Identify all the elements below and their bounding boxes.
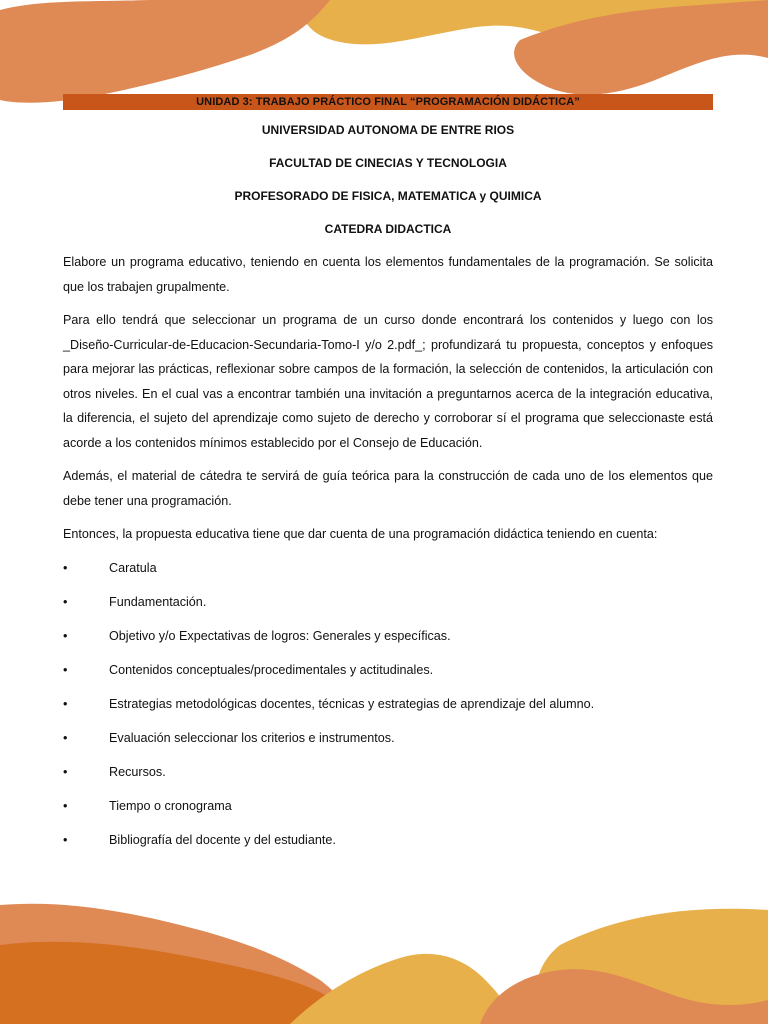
bullet-icon: • [63, 628, 68, 643]
paragraph-list-intro: Entonces, la propuesta educativa tiene que dar cuenta de una programación didáctica teniendo en cuenta: [63, 527, 658, 541]
requirements-list [63, 556, 713, 853]
list-item [63, 794, 713, 819]
heading-program: PROFESORADO DE FISICA, MATEMATICA y QUIMICA [234, 189, 542, 203]
list-item [63, 828, 713, 853]
list-item-text: Recursos. [109, 764, 166, 779]
bullet-icon: • [63, 560, 68, 575]
list-item-text: Tiempo o cronograma [109, 798, 232, 813]
bullet-icon: • [63, 798, 68, 813]
list-item [63, 590, 713, 615]
bullet-icon: • [63, 730, 68, 745]
list-item-text: Fundamentación. [109, 594, 207, 609]
list-item-text: Evaluación seleccionar los criterios e instrumentos. [109, 730, 395, 745]
bullet-icon: • [63, 696, 68, 711]
list-item [63, 692, 713, 717]
top-wave-orange-left [0, 0, 330, 103]
list-item [63, 658, 713, 683]
bullet-icon: • [63, 662, 68, 677]
bottom-wave-decoration [0, 900, 768, 1024]
heading-course: CATEDRA DIDACTICA [324, 222, 452, 236]
list-item [63, 556, 713, 581]
unit-banner: UNIDAD 3: TRABAJO PRÁCTICO FINAL “PROGRAMACIÓN DIDÁCTICA” [63, 94, 713, 110]
list-item-text: Objetivo y/o Expectativas de logros: Generales y específicas. [109, 628, 451, 643]
bullet-icon: • [63, 594, 68, 609]
bullet-icon: • [63, 764, 68, 779]
list-item [63, 726, 713, 751]
paragraph-details: Para ello tendrá que seleccionar un programa de un curso donde encontrará los contenidos y luego con los _Diseño-Curricular-de-Educacion-Secundaria-Tomo-I y/o 2.pdf_; profundizará tu propuesta, conceptos y enfoques para mejorar las prácticas, reflexionar sobre campos de la formación, la selección de contenidos, la articulación con otros niveles. En el cual vas a encontrar también una invitación a preguntarnos acerca de la integración educativa, la diferencia, el sujeto del aprendizaje como sujeto de derecho y corroborar sí el programa que seleccionaste está acorde a los contenidos mínimos establecido por el Consejo de Educación. [63, 313, 713, 450]
list-item-text: Caratula [109, 560, 157, 575]
list-item [63, 624, 713, 649]
bullet-icon: • [63, 832, 68, 847]
paragraph-material: Además, el material de cátedra te servirá de guía teórica para la construcción de cada uno de los elementos que debe tener una programación. [63, 469, 713, 508]
list-item [63, 760, 713, 785]
heading-faculty: FACULTAD DE CINECIAS Y TECNOLOGIA [269, 156, 507, 170]
paragraph-instructions: Elabore un programa educativo, teniendo en cuenta los elementos fundamentales de la programación. Se solicita que los trabajen grupalmente. [63, 255, 713, 294]
list-item-text: Estrategias metodológicas docentes, técnicas y estrategias de aprendizaje del alumno. [109, 696, 595, 711]
list-item-text: Contenidos conceptuales/procedimentales y actitudinales. [109, 662, 434, 677]
document-page [63, 94, 713, 862]
list-item-text: Bibliografía del docente y del estudiante. [109, 832, 336, 847]
heading-university: UNIVERSIDAD AUTONOMA DE ENTRE RIOS [261, 123, 515, 137]
